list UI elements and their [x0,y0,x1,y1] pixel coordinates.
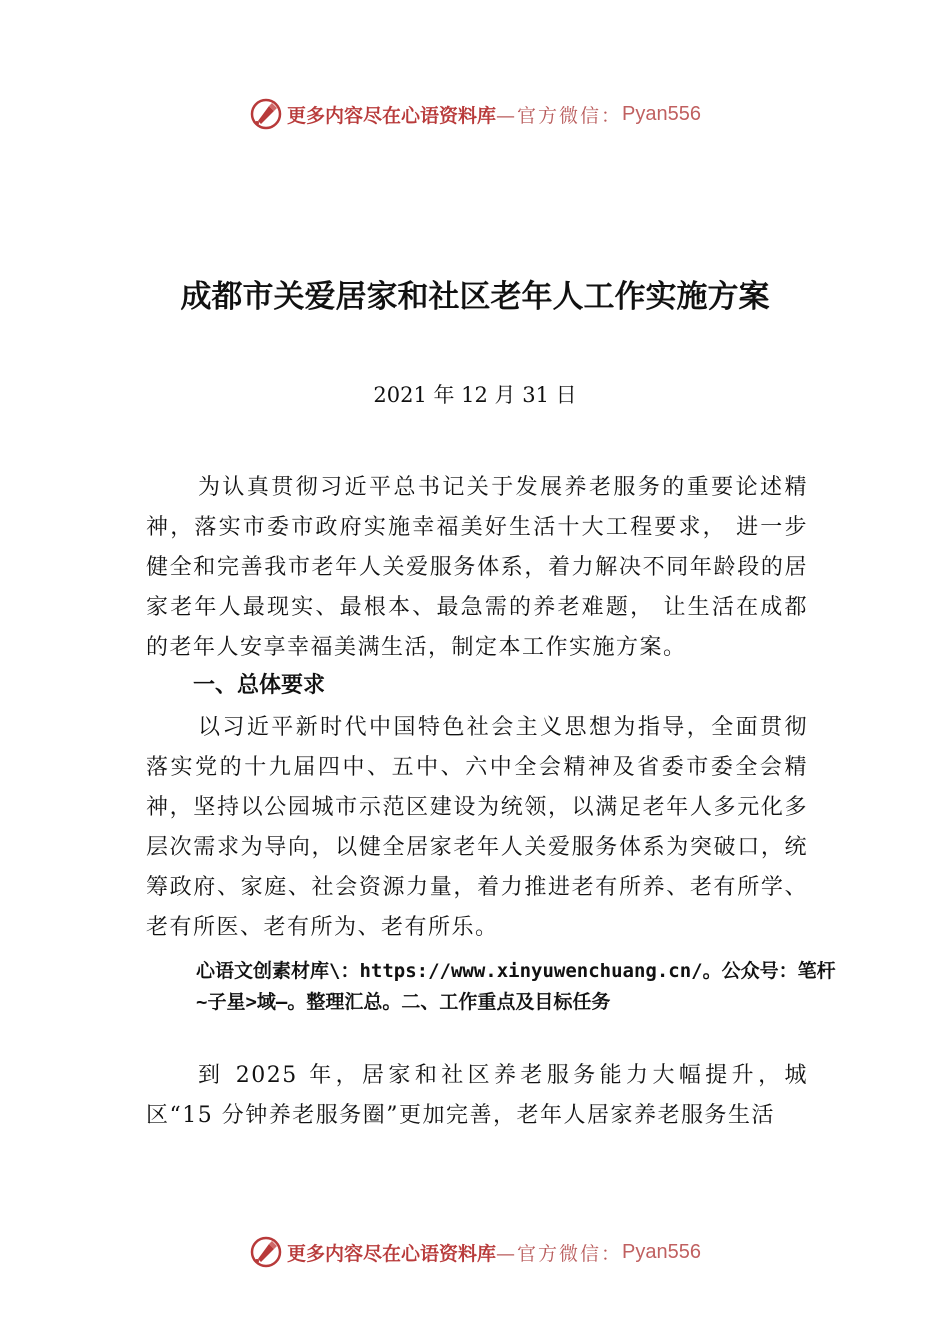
source-note-with-section-heading: 心语文创素材库\：https://www.xinyuwenchuang.cn/。公众号：笔杆~子星>域—。整理汇总。二、工作重点及目标任务 [196,960,836,1013]
banner-wechat-label: —官方微信： [496,104,623,127]
overall-requirements-paragraph: 以习近平新时代中国特色社会主义思想为指导，全面贯彻落实党的十九届四中、五中、六中全会精神及省委市委全会精神，坚持以公园城市示范区建设为统领，以满足老年人多元化多层次需求为导向，以健全居家老年人关爱服务体系为突破口，统筹政府、家庭、社会资源力量，着力推进老有所养、老有所学、老有所医、老有所为、老有所乐。 [146,715,808,940]
targets-paragraph: 到 2025 年，居家和社区养老服务能力大幅提升，城区“15 分钟养老服务圈”更加完善，老年人居家养老服务生活 [146,1063,808,1128]
intro-paragraph: 为认真贯彻习近平总书记关于发展养老服务的重要论述精神，落实市委市政府实施幸福美好生活十大工程要求， 进一步健全和完善我市老年人关爱服务体系，着力解决不同年龄段的居家老年人最现实、最根本、最急需的养老难题， 让生活在成都的老年人安享幸福美满生活，制定本工作实施方案。 [146,475,808,660]
banner-wechat-id: Pyan556 [622,1240,701,1263]
banner-wechat-id: Pyan556 [622,102,701,125]
pen-nib-logo-icon [249,97,283,131]
footer-watermark-banner [0,1230,950,1274]
banner-main-text: 更多内容尽在心语资料库 [287,104,497,127]
document-title: 成都市关爱居家和社区老年人工作实施方案 [180,279,770,315]
document-date: 2021 年 12 月 31 日 [373,383,577,407]
banner-main-text: 更多内容尽在心语资料库 [287,1242,497,1265]
section-heading-overall-requirements: 一、总体要求 [193,673,326,698]
header-watermark-banner [0,92,950,136]
pen-nib-logo-icon [249,1235,283,1269]
banner-wechat-label: —官方微信： [496,1242,623,1265]
